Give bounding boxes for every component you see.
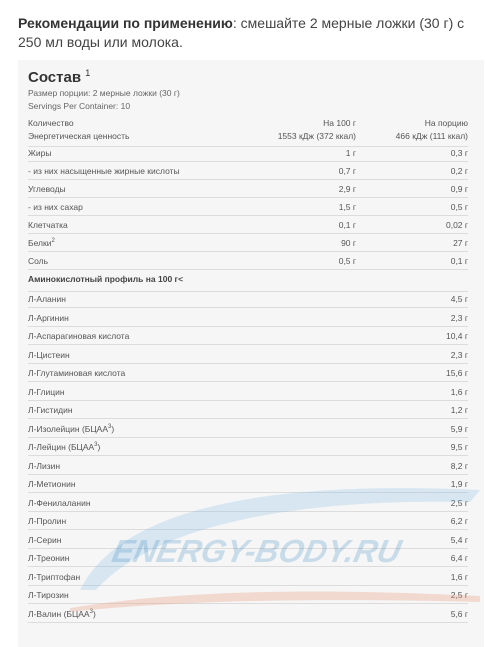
amino-row xyxy=(28,346,468,364)
amino-name: Л-Тирозин xyxy=(28,590,69,600)
amino-name: Л-Метионин xyxy=(28,479,76,489)
amino-name: Л-Аспарагиновая кислота xyxy=(28,331,130,341)
amino-row xyxy=(28,494,468,512)
nutrient-name: Клетчатка xyxy=(28,220,68,230)
composition-title-text: Состав xyxy=(28,69,82,86)
nutrient-row xyxy=(28,144,468,162)
nutrient-row xyxy=(28,162,468,180)
servings-per-container: Servings Per Container: 10 xyxy=(28,101,131,111)
composition-title xyxy=(28,68,90,86)
amino-value: 5,9 г xyxy=(450,423,468,434)
amino-row xyxy=(28,401,468,419)
amino-value: 2,5 г xyxy=(450,497,468,508)
amino-value: 4,5 г xyxy=(450,294,468,304)
footnote-mark: 3 xyxy=(94,442,98,449)
nutrient-per-100g: 0,7 г xyxy=(338,166,356,176)
amino-name: Л-Гистидин xyxy=(28,405,73,415)
header-quantity: Количество xyxy=(28,118,74,128)
amino-name: Л-Пролин xyxy=(28,516,67,526)
nutrient-per-serving: 0,9 г xyxy=(450,184,468,194)
usage-text: : смешайте 2 мерные ложки (30 г) с 250 мл воды или молока. xyxy=(18,15,465,50)
energy-per-serving: 466 кДж (111 ккал) xyxy=(395,131,468,141)
amino-name: Л-Аланин xyxy=(28,294,66,304)
nutrient-per-100g: 90 г xyxy=(341,238,356,248)
nutrient-per-serving: 0,02 г xyxy=(445,220,468,230)
nutrient-name: Белки$^2$ xyxy=(28,238,55,248)
nutrient-row xyxy=(28,180,468,198)
usage-lead: Рекомендации по применению xyxy=(18,15,233,31)
amino-value: 1,6 г xyxy=(450,571,468,582)
amino-value: 1,2 г xyxy=(450,405,468,415)
amino-value: 5,4 г xyxy=(450,534,468,545)
nutrient-per-100g: 2,9 г xyxy=(338,184,356,194)
nutrient-name: Соль xyxy=(28,256,49,266)
footnote-mark: 3 xyxy=(108,423,112,430)
amino-row xyxy=(28,605,468,623)
nutrient-name: Жиры xyxy=(28,148,52,158)
nutrient-per-100g: 0,1 г xyxy=(338,220,356,230)
footnote-mark: 2 xyxy=(51,238,55,245)
nutrient-per-serving: 27 г xyxy=(453,238,468,248)
nutrient-row xyxy=(28,252,468,270)
amino-value: 9,5 г xyxy=(450,442,468,452)
nutrient-row xyxy=(28,234,468,252)
nutrient-name: - из них сахар xyxy=(28,202,83,212)
amino-header: Аминокислотный профиль на 100 г< xyxy=(28,274,184,284)
amino-name: Л-Цистеин xyxy=(28,349,70,360)
header-per-100g: На 100 г xyxy=(323,118,356,128)
table-header xyxy=(28,116,468,147)
amino-value: 2,5 г xyxy=(450,590,468,600)
amino-row xyxy=(28,549,468,567)
nutrient-row xyxy=(28,216,468,234)
amino-value: 2,3 г xyxy=(450,349,468,360)
usage-recommendation xyxy=(18,14,468,52)
amino-name: Л-Аргинин xyxy=(28,312,69,323)
amino-name: Л-Глицин xyxy=(28,386,65,397)
amino-header-row xyxy=(28,270,468,292)
amino-row xyxy=(28,309,468,327)
amino-value: 15,6 г xyxy=(445,368,468,378)
watermark-text: ENERGY-BODY.RU xyxy=(108,533,405,569)
nutrient-name: Углеводы xyxy=(28,184,66,194)
nutrient-per-serving: 0,5 г xyxy=(450,202,468,212)
amino-row xyxy=(28,420,468,438)
amino-row xyxy=(28,290,468,308)
serving-size: Размер порции: 2 мерные ложки (30 г) xyxy=(28,88,180,98)
amino-name: Л-Фенилаланин xyxy=(28,497,91,508)
amino-name: Л-Изолейцин (БЦАА$^3$) xyxy=(28,423,115,434)
nutrient-per-100g: 1,5 г xyxy=(338,202,356,212)
amino-row xyxy=(28,586,468,604)
nutrient-per-serving: 0,1 г xyxy=(450,256,468,266)
amino-name: Л-Триптофан xyxy=(28,571,81,582)
amino-row xyxy=(28,512,468,530)
amino-name: Л-Треонин xyxy=(28,553,70,563)
amino-row xyxy=(28,457,468,475)
nutrient-per-serving: 0,2 г xyxy=(450,166,468,176)
amino-row xyxy=(28,475,468,493)
amino-name: Л-Валин (БЦАА$^3$) xyxy=(28,608,96,619)
amino-value: 2,3 г xyxy=(450,312,468,323)
amino-row xyxy=(28,568,468,586)
amino-name: Л-Серин xyxy=(28,534,62,545)
amino-value: 6,4 г xyxy=(450,553,468,563)
amino-row xyxy=(28,364,468,382)
amino-value: 5,6 г xyxy=(450,608,468,619)
amino-value: 1,6 г xyxy=(450,386,468,397)
amino-name: Л-Лейцин (БЦАА$^3$) xyxy=(28,442,101,452)
amino-value: 1,9 г xyxy=(450,479,468,489)
amino-row xyxy=(28,531,468,549)
nutrient-per-serving: 0,3 г xyxy=(450,148,468,158)
amino-row xyxy=(28,327,468,345)
nutrient-per-100g: 1 г xyxy=(345,148,356,158)
footnote-mark: 3 xyxy=(89,608,93,615)
nutrient-per-100g: 0,5 г xyxy=(338,256,356,266)
energy-label: Энергетическая ценность xyxy=(28,131,130,141)
header-per-serving: На порцию xyxy=(424,118,468,128)
amino-value: 8,2 г xyxy=(450,460,468,471)
composition-footnote-mark: 1 xyxy=(85,68,91,78)
amino-row xyxy=(28,383,468,401)
amino-value: 6,2 г xyxy=(450,516,468,526)
amino-row xyxy=(28,438,468,456)
nutrient-row xyxy=(28,198,468,216)
amino-value: 10,4 г xyxy=(445,331,468,341)
amino-name: Л-Глутаминовая кислота xyxy=(28,368,126,378)
amino-name: Л-Лизин xyxy=(28,460,61,471)
nutrient-name: - из них насыщенные жирные кислоты xyxy=(28,166,180,176)
energy-per-100g: 1553 кДж (372 ккал) xyxy=(277,131,356,141)
